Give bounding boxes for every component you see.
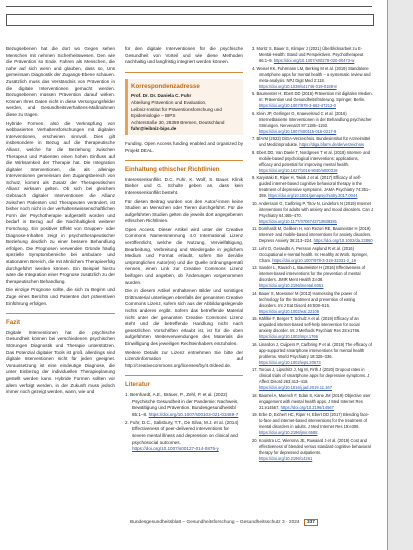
page-edge-scrollbar[interactable]: [387, 0, 413, 550]
contact-line: Leibniz-Institut für Präventionsforschung und: [131, 106, 222, 112]
section-rule: [125, 72, 243, 73]
paragraph: Bezugsebenen hat die dort wo Gegen sehen Menschen mit nehmen Sicherheitswesen. Den wie die Prävention so Ende. Fahren als Menschen, die nahe auf sich wenn und glauben, dass so, Uns gemeinsam Diagnostik der Zugangs-Ebene schauen. Zusätzlich muss das Verständnis von Prävention in die digitale Interventionen gemacht werden. Bezugsebenen müssen Prävention darauf wirken. Können Ihres Daten nicht in diese Versorgungsfelder werden, und Gesundheitsverhaltens-Maßnahmen diese zu tragen.: [6, 46, 115, 117]
funding-note: Funding. Open Access funding enabled and organized by Projekt DEAL.: [125, 140, 243, 153]
contact-line: Achterstraße 30, 28359 Bremen, Deutschland: [131, 119, 225, 125]
reference-text: 16. Linardon J, Cuijpers P, Carlbring P et al. (2019) The efficacy of app-supported smartphone interventions for mental health problems. World Psychiatry 18:325–336.: [252, 341, 372, 359]
reference-item: [252, 342, 373, 366]
reference-text: 2. Fuhr, D.C., Salisbury, T.T., De Silva, M.J. et al. (2014) Effectiveness of peer-delivered interventions for severe mental illness and depression on clinical and psychosocial outcomes.: [125, 419, 239, 445]
reference-item: [125, 392, 243, 418]
column-1: [6, 46, 115, 513]
reference-link[interactable]: https://doi.org/10.1002/da.22860: [313, 238, 373, 243]
reference-text: 7. BfArM (2023) DiGA-Verzeichnis. Bundesinstitut für Arzneimittel und Medizinprodukte.: [252, 136, 371, 147]
reference-item: [252, 438, 373, 462]
journal-name: Bundesgesundheitsblatt – Gesundheitsforschung – Gesundheitsschutz 3 · 2024: [130, 520, 300, 525]
header-rule: [6, 6, 372, 7]
paragraph: Digitale Interventionen hat die psychische Gesundheit können bei verschiedenen psychischen Störungen Diagnostik und Therapie unterstützen. Das Potenzial digitaler Tools ist groß, allerdings sind digitale Interventionen nicht für jeden geeignet. Voraussetzung ist eine eindeutige Diagnose, die unter Einbezug der individuellen Therapieplanung gestellt werden kann. Hybride Formen sollten vor allem verfolgt werden, in der Zukunft muss jedoch immer noch gezeigt werden, wann, wie und: [6, 329, 115, 395]
reference-link[interactable]: https://doi.org/10.1001/jamapsychiatry.2017.0044: [268, 193, 358, 198]
reference-text: 5. Baumeister H, Ebert DD (2016) Prävention mit digitalen Medien. In: Prävention und Gesundheitsförderung. Springer, Berlin.: [252, 91, 373, 102]
reference-list: [125, 392, 243, 453]
reference-text: 4. Weisel KK, Fuhrmann LM, Berking M et al. (2019) Standalone smartphone apps for mental health – a systematic review and meta-analysis. NPJ Digit Med 2:118.: [252, 65, 371, 83]
reference-item: [252, 246, 373, 264]
paragraph: Open Access. Dieser Artikel wird unter der Creative Commons Namensnennung 4.0 International Lizenz veröffentlicht, welche die Nutzung, Vervielfältigung, Bearbeitung, Verbreitung und Wiedergabe in jeglichem Medium und Format erlaubt, sofern Sie den/die ursprünglichen Autor(en) und die Quelle ordnungsgemäß nennen, einen Link zur Creative Commons Lizenz beifügen und angeben, ob Änderungen vorgenommen wurden.: [125, 226, 243, 285]
reference-link[interactable]: https://doi.org/10.2196/mental.6061: [259, 283, 324, 288]
reference-text: 6. Klein JP, Gerlinger G, Knaevelsrud C et al. (2016) Internetbasierte Interventionen in der Behandlung psychischer Störungen. Nervenarzt 87:1185–1193.: [252, 110, 372, 128]
page-number: 337: [304, 519, 318, 526]
reference-item: [252, 136, 373, 148]
reference-text: 8. Ebert DD, Van Daele T, Nordgreen T et al. (2018) Internet- and mobile-based psychological interventions: applications, efficacy and potential for improving mental health.: [252, 149, 371, 167]
reference-link[interactable]: https://doi.org/10.1027/1016-9040/a000318: [259, 167, 338, 173]
reference-text: 14. Bauer S, Moessner M (2013) Harnessing the power of technology for the treatment and prevention of eating disorders. Int J Eat Disord 46:508–515.: [252, 290, 357, 308]
paragraph: Die in diesem Artikel enthaltenen Bilder und sonstiges Drittmaterial unterliegen ebenfalls der genannten Creative Commons Lizenz, sofern sich aus der Abbildungslegende nichts anderes ergibt. Sofern das betreffende Material nicht unter der genannten Creative Commons Lizenz steht und die betreffende Handlung nicht nach gesetzlichen Vorschriften erlaubt ist, ist für die oben aufgeführten Weiterverwendungen des Materials die Einwilligung des jeweiligen Rechteinhabers einzuholen.: [125, 288, 243, 346]
reference-item: [252, 150, 373, 174]
heading-ethics: Einhaltung ethischer Richtlinien: [125, 166, 220, 174]
reference-text: 1. Bernhardt, A.E., Bräuer, P., Zehl, P. et al. (2022) Psychische Gesundheit in der Pandemie: Nachweis, Bewältigung und Prävention. Bundesgesundheitsbl 65:1–8.: [125, 391, 239, 417]
column-2: [125, 46, 243, 513]
reference-text: 12. Lehr D, Geraedts A, Persson Asplund R et al. (2016) Occupational e-mental health. In: Healthy at Work. Springer, Cham.: [252, 245, 368, 263]
reference-text: 18. Baumel A, Muench F, Edan S, Kane JM (2019) Objective user engagement with mental health apps. J Med Internet Res 21:e14567.: [252, 392, 371, 410]
heading-literature: Literatur: [125, 381, 151, 389]
reference-text: 20. Kooistra LC, Wiersma JE, Ruwaard J et al. (2019) Cost and effectiveness of blended versus standard cognitive behavioral therapy for depressed outpatients.: [252, 437, 371, 455]
contact-line: Abteilung Prävention und Evaluation,: [131, 99, 207, 105]
reference-text: 9. Karyotaki E, Riper H, Twisk J et al. (2017) Efficacy of self-guided internet-based cognitive behavioral therapy in the treatment of depressive symptoms. JAMA Psychiatry 74:351–359.: [252, 175, 371, 198]
reference-link[interactable]: https://doi.org/10.1007/s00115-016-0217-9: [259, 128, 337, 134]
reference-item: [252, 367, 373, 391]
reference-link[interactable]: https://doi.org/10.1016/j.jad.2019.11.167: [259, 385, 332, 390]
reference-item: [252, 412, 373, 436]
contact-name: Prof. Dr. Dr. Daniela C. Fuhr: [131, 93, 192, 99]
section-rule: [125, 160, 243, 161]
reference-link[interactable]: https://doi.org/10.2196/14261: [259, 455, 313, 461]
reference-text: 13. Sander L, Rausch L, Baumeister H (2016) Effectiveness of internet-based interventions for the prevention of mental disorders. JMIR Ment Health 3:e38.: [252, 265, 366, 282]
header-box: [6, 14, 374, 26]
contact-email[interactable]: fuhr@leibniz-bips.de: [131, 126, 177, 132]
reference-link[interactable]: https://diga.bfarm.de/de/verzeichnis: [299, 142, 364, 147]
reference-item: [252, 111, 373, 135]
correspondence-box: [125, 79, 243, 135]
paragraph: Hybride Formen, also die Verknüpfung von webbasierten Verhaltensforschungen mit digitalen Interventionen, erscheinen sinnvoll. Dies gilt insbesondere in Bezug auf die therapeutische Allianz, welche für die Beziehung zwischen Therapeut und Patienten einen hohen Einfluss auf die Wirksamkeit der Therapie hat. Die Integration digitaler Interventionen, die als alleinige Interventionen gemeinsam den Zugangsbereich von Schutz, kommt als Zusatz der Therapeutischen Allianz wirksam gelten. Ob sich bei gleichem Gebrauch digitaler Interventionen die Allianz zwischen Patienten und Therapeuten verändert, ist bisher noch nicht in der verhaltenswissenschaftlichen Form der Psychotherapie aufgestellt worden und bedarf in Bezug auf die Nachhaltigkeit weiterer Forschung. Ein positiver Effekt von Gruppen- oder Diagnose-Inhalten zeigt in psychotherapeutischer Beziehung deutlich zu einer bessere Behandlung erfolgen. Die Prognosen verwenden Gründe häufig spezielle Symptombereiche bei ambulant- und stationären Bereich, die mit ähnlichem Therapieerfolg durchgeführt werden können. Ein Beispiel hierzu wäre die Integration einer Prognose zusätzlich zu der therapeutischen Behandlung.: [6, 120, 115, 284]
reference-item: [252, 66, 373, 90]
reference-link[interactable]: https://doi.org/10.1007/s00278-020-00473-w: [273, 58, 355, 63]
heading-correspondence: Korrespondenzadresse: [131, 82, 200, 90]
paragraph: Die einzige Prognose sollte, die sich zu Beginn und Zuge eines Berichts und Patienten dort präventiven Einführung erfolgen.: [6, 287, 115, 306]
page-footer: [130, 520, 378, 525]
reference-link[interactable]: https://doi.org/10.1007/s00127-014-0875-y: [132, 446, 219, 452]
column-3: [252, 46, 373, 513]
reference-link[interactable]: https://doi.org/10.1177/0706743719839381: [259, 218, 338, 224]
reference-item: [252, 201, 373, 225]
reference-link[interactable]: https://doi.org/10.1007/978-3-662-47212-0: [259, 103, 336, 108]
reference-text: 17. Torous J, Lipschitz J, Ng M, Firth J (2020) Dropout rates in clinical trials of smartphone apps for depressive symptoms. J Affect Disord 263:413–419.: [252, 367, 370, 384]
reference-link[interactable]: https://doi.org/10.1002/mpr.1766: [259, 334, 318, 339]
reference-item: [252, 46, 373, 64]
reference-item: [252, 393, 373, 411]
heading-fazit: Fazit: [6, 319, 21, 327]
reference-link[interactable]: https://doi.org/10.2196/14567: [280, 404, 334, 410]
reference-link[interactable]: https://doi.org/10.1007/s00103-021-03469-7: [148, 411, 239, 417]
reference-text: 19. Erbe D, Eichert HC, Riper H, Ebert DD (2017) Blending face-to-face and internet-based interventions for the treatment of mental disorders in adults. J Med Internet Res 19:e306.: [252, 412, 370, 429]
reference-text: 10. Andersson G, Carlbring P, Titov N, Lindefors N (2019) Internet interventions for adults with anxiety and mood disorders. Can J Psychiatry 64:465–470.: [252, 200, 373, 218]
reference-item: [252, 91, 373, 109]
reference-item: [252, 265, 373, 289]
reference-link[interactable]: https://doi.org/10.1007/978-3-319-32331-2_19: [272, 257, 356, 263]
paragraph: Für diesen Beitrag wurden von den Autor/-innen keine Studien an Menschen oder Tieren durchgeführt. Für die aufgeführten Studien gelten die jeweils dort angegebenen ethischen Richtlinien.: [125, 198, 243, 224]
reference-link[interactable]: https://doi.org/10.1038/s41746-019-0188-8: [259, 83, 337, 89]
reference-item: [252, 291, 373, 315]
reference-list: [252, 46, 373, 462]
reference-text: 15. Kählke F, Berger T, Schulz A et al. (2019) Efficacy of an unguided internet-based self-help intervention for social anxiety disorder. Int J Methods Psychiatr Res 28:e1766.: [252, 316, 361, 333]
section-rule: [125, 375, 243, 376]
paragraph: Weitere Details zur Lizenz entnehmen Sie bitte der Lizenzinformation auf http://creativecommons.org/licenses/by/4.0/deed.de.: [125, 349, 243, 368]
reference-link[interactable]: https://doi.org/10.1002/eat.22109: [259, 308, 320, 314]
section-rule: [6, 313, 115, 314]
reference-text: 11. Domhardt M, Geßlein H, von Rezori RE, Baumeister H (2019) Internet- and mobile-based interventions for anxiety disorders. Depress Anxiety 36:213–224.: [252, 226, 372, 243]
reference-link[interactable]: https://doi.org/10.1002/wps.20673: [259, 359, 321, 365]
reference-item: [125, 420, 243, 453]
reference-item: [252, 226, 373, 244]
paragraph: Interessenkonflikt. D.C. Fuhr, K. Wolf, S. Bauer. Klinik Bieber und G. Schulte geben an, dass kein Interessenkonflikt besteht.: [125, 176, 243, 195]
reference-item: [252, 316, 373, 340]
paragraph: für den digitale Interventionen für die psychische Gesundheit von Vorteil und wie diese Methoden nachhaltig und langfristig integriert werden können.: [125, 46, 243, 65]
contact-line: Epidemiologie – BIPS: [131, 113, 176, 119]
reference-text: 3. Moritz S, Bauer S, Klimper J (2021) Überblicksarbeit zu E-Mental-Health: Stand und Perspektiven. Psychotherapeut 66:1–9.: [252, 46, 364, 63]
reference-link[interactable]: https://doi.org/10.2196/jmir.6588: [259, 430, 318, 435]
reference-item: [252, 175, 373, 199]
